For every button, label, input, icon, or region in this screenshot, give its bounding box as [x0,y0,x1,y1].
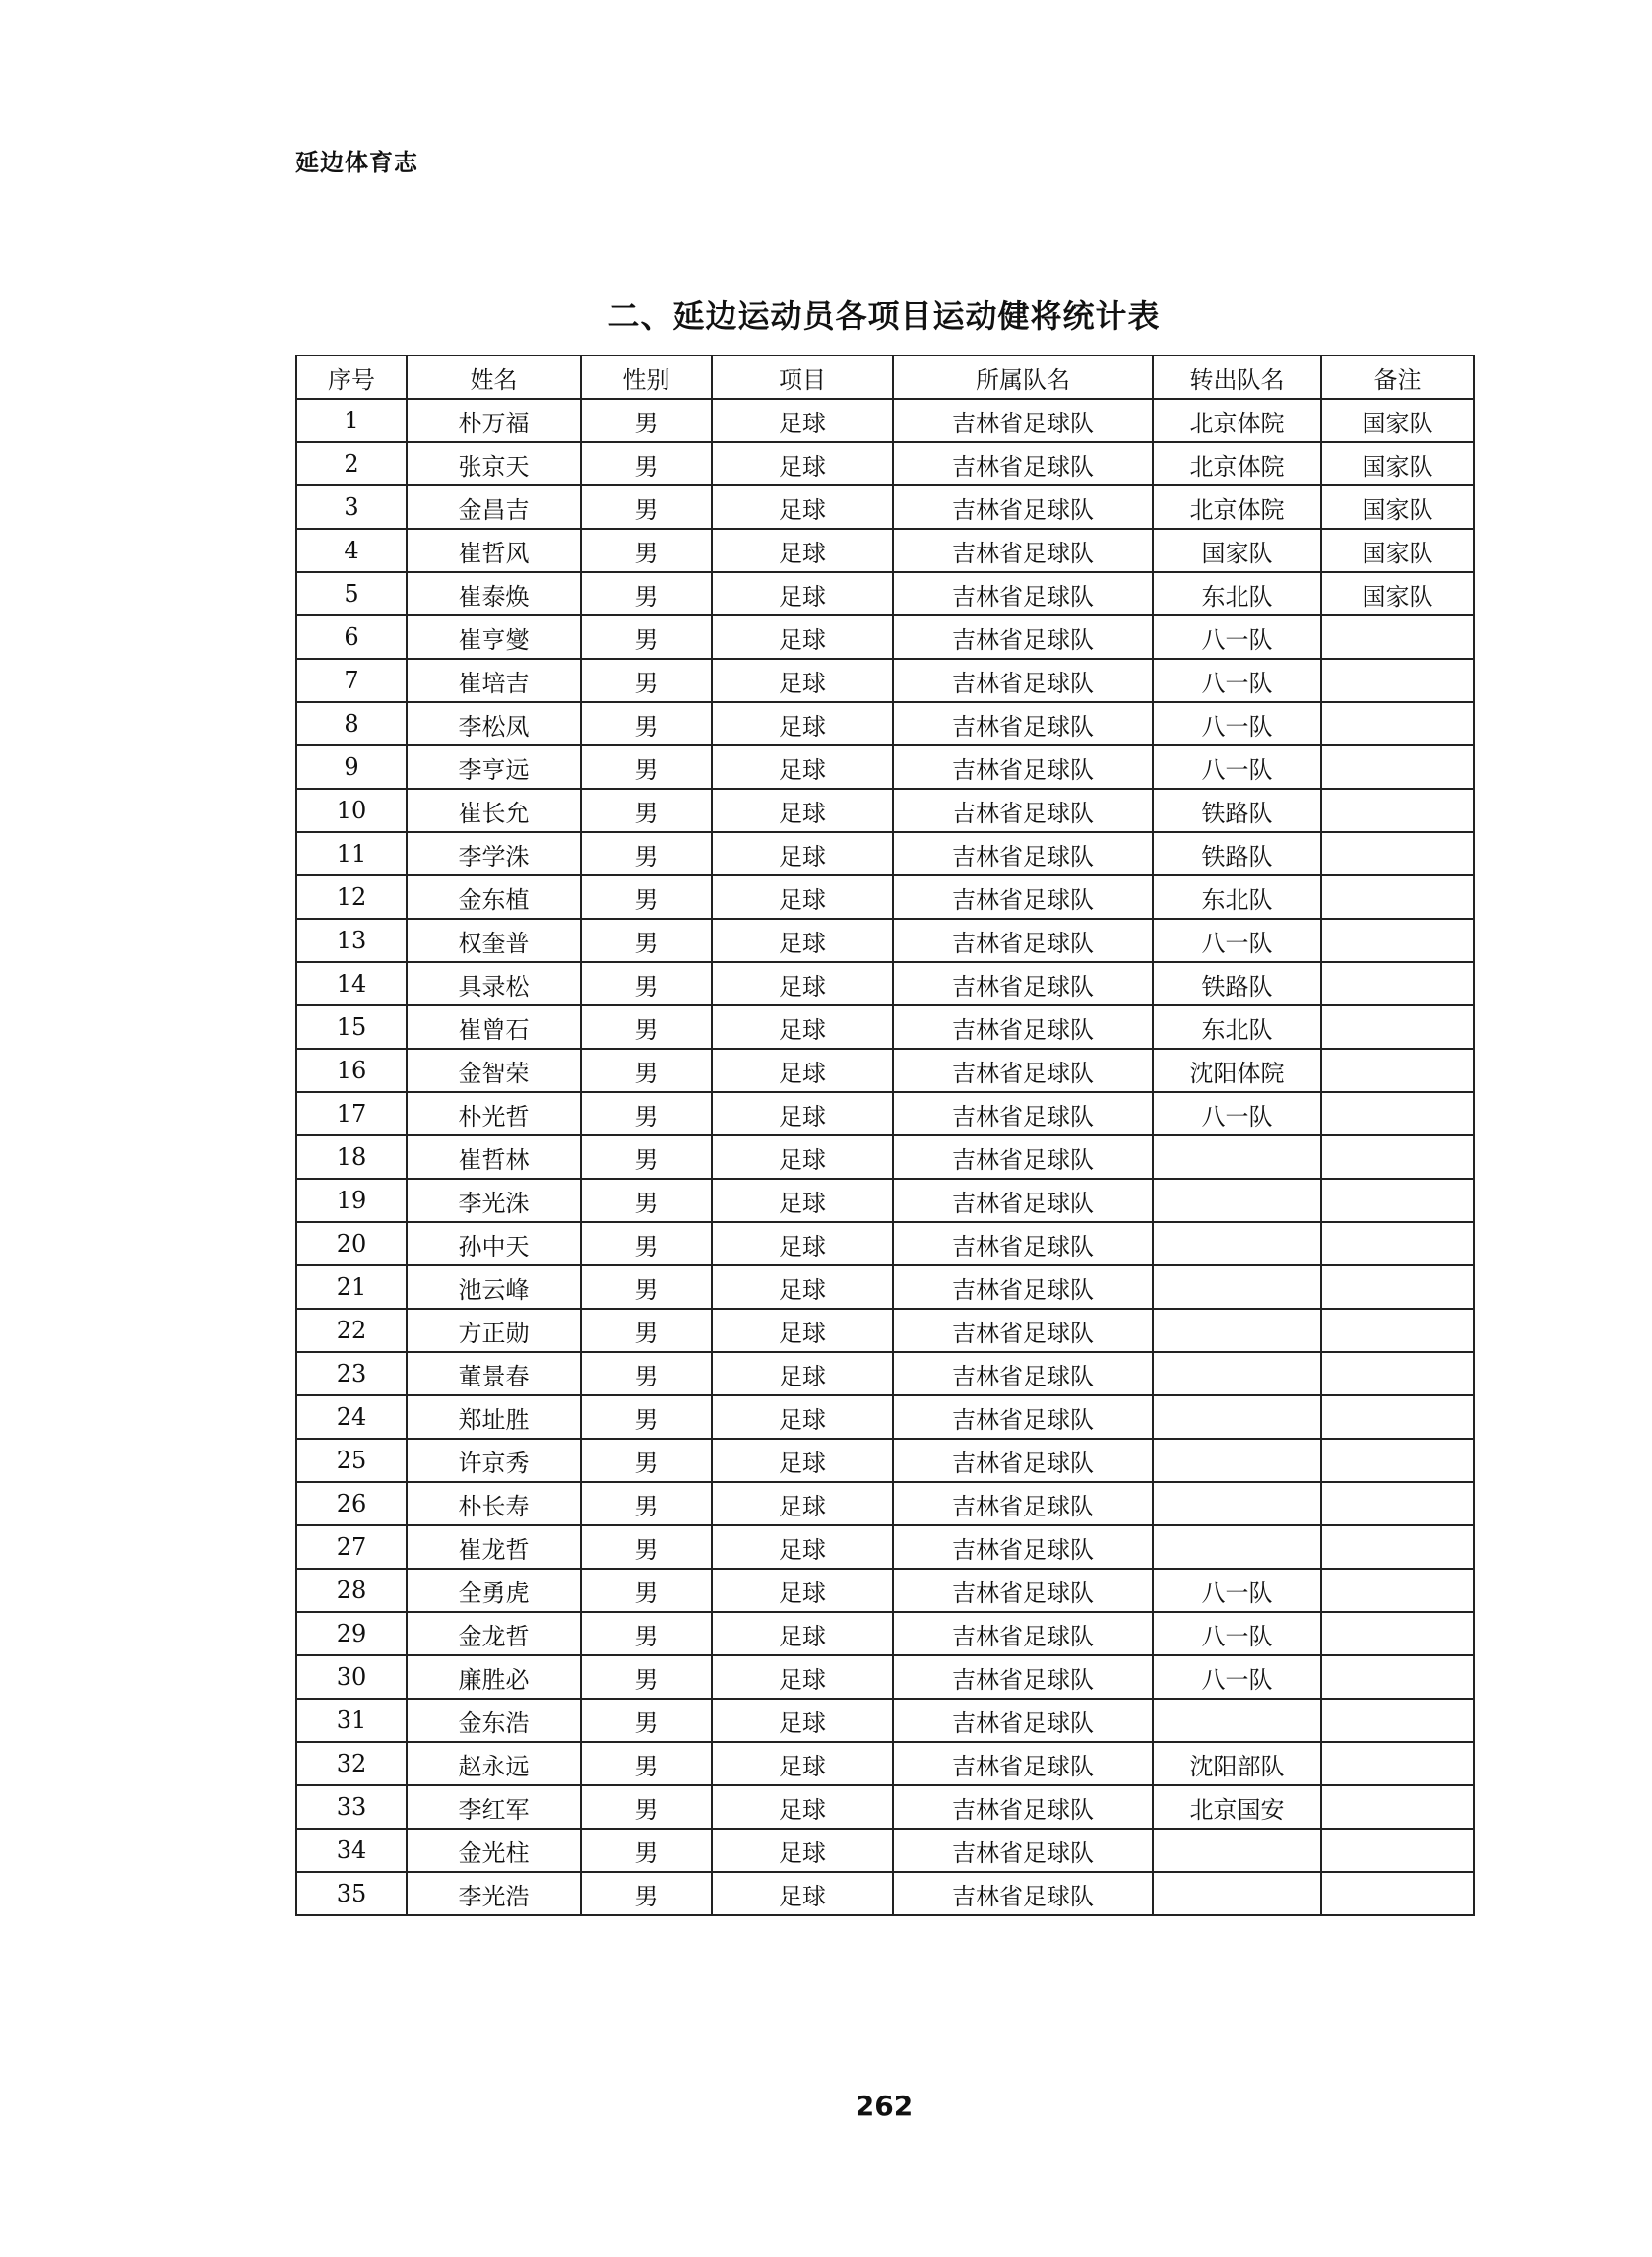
cell-name: 金龙哲 [407,1612,581,1655]
table-title: 二、延边运动员各项目运动健将统计表 [607,297,1161,335]
cell-name: 李松凤 [407,702,581,745]
cell-gender: 男 [581,919,712,962]
cell-gender: 男 [581,1699,712,1742]
cell-transfer-team: 铁路队 [1153,962,1321,1005]
cell-index: 17 [296,1092,407,1135]
cell-transfer-team [1153,1482,1321,1525]
cell-team: 吉林省足球队 [893,1222,1153,1265]
cell-gender: 男 [581,615,712,659]
cell-name: 金智荣 [407,1049,581,1092]
cell-team: 吉林省足球队 [893,832,1153,875]
cell-sport: 足球 [712,1872,893,1915]
cell-gender: 男 [581,1309,712,1352]
cell-transfer-team [1153,1525,1321,1569]
cell-sport: 足球 [712,1785,893,1829]
cell-sport: 足球 [712,529,893,572]
cell-remarks [1321,1309,1474,1352]
table-row [296,572,1474,615]
cell-remarks [1321,1785,1474,1829]
cell-name: 崔哲风 [407,529,581,572]
cell-transfer-team: 八一队 [1153,745,1321,789]
cell-transfer-team [1153,1265,1321,1309]
cell-remarks [1321,1569,1474,1612]
cell-index: 35 [296,1872,407,1915]
table-body [296,399,1474,1915]
cell-transfer-team: 铁路队 [1153,832,1321,875]
cell-remarks [1321,1655,1474,1699]
cell-gender: 男 [581,745,712,789]
cell-transfer-team: 铁路队 [1153,789,1321,832]
cell-transfer-team [1153,1439,1321,1482]
cell-sport: 足球 [712,1482,893,1525]
cell-name: 李亨远 [407,745,581,789]
table-row [296,1612,1474,1655]
cell-index: 14 [296,962,407,1005]
cell-index: 20 [296,1222,407,1265]
cell-remarks [1321,1222,1474,1265]
cell-name: 朴长寿 [407,1482,581,1525]
cell-index: 11 [296,832,407,875]
cell-gender: 男 [581,789,712,832]
cell-sport: 足球 [712,1612,893,1655]
table-row [296,1742,1474,1785]
cell-gender: 男 [581,442,712,485]
cell-name: 李学洙 [407,832,581,875]
cell-remarks [1321,1829,1474,1872]
cell-sport: 足球 [712,962,893,1005]
cell-gender: 男 [581,1092,712,1135]
cell-team: 吉林省足球队 [893,1092,1153,1135]
table-row [296,1352,1474,1395]
cell-sport: 足球 [712,789,893,832]
cell-team: 吉林省足球队 [893,1309,1153,1352]
cell-gender: 男 [581,1179,712,1222]
cell-name: 崔龙哲 [407,1525,581,1569]
cell-transfer-team: 北京体院 [1153,442,1321,485]
cell-name: 具录松 [407,962,581,1005]
cell-remarks: 国家队 [1321,529,1474,572]
cell-sport: 足球 [712,1309,893,1352]
cell-team: 吉林省足球队 [893,1829,1153,1872]
cell-team: 吉林省足球队 [893,399,1153,442]
cell-index: 22 [296,1309,407,1352]
cell-gender: 男 [581,1049,712,1092]
header-sport: 项目 [712,355,893,399]
cell-index: 16 [296,1049,407,1092]
cell-index: 7 [296,659,407,702]
cell-index: 8 [296,702,407,745]
cell-index: 10 [296,789,407,832]
cell-gender: 男 [581,485,712,529]
cell-sport: 足球 [712,832,893,875]
cell-sport: 足球 [712,1049,893,1092]
table-row [296,1049,1474,1092]
cell-transfer-team: 东北队 [1153,1005,1321,1049]
cell-remarks: 国家队 [1321,442,1474,485]
cell-gender: 男 [581,875,712,919]
cell-team: 吉林省足球队 [893,1699,1153,1742]
cell-team: 吉林省足球队 [893,1612,1153,1655]
cell-transfer-team [1153,1352,1321,1395]
cell-remarks [1321,1179,1474,1222]
cell-remarks [1321,1049,1474,1092]
cell-sport: 足球 [712,1395,893,1439]
cell-team: 吉林省足球队 [893,659,1153,702]
cell-team: 吉林省足球队 [893,875,1153,919]
cell-gender: 男 [581,702,712,745]
cell-team: 吉林省足球队 [893,1872,1153,1915]
cell-remarks [1321,1135,1474,1179]
table-row [296,1569,1474,1612]
cell-team: 吉林省足球队 [893,1655,1153,1699]
cell-gender: 男 [581,962,712,1005]
cell-sport: 足球 [712,919,893,962]
cell-name: 李红军 [407,1785,581,1829]
cell-team: 吉林省足球队 [893,615,1153,659]
cell-name: 孙中天 [407,1222,581,1265]
cell-name: 崔亨燮 [407,615,581,659]
cell-name: 崔哲林 [407,1135,581,1179]
cell-remarks [1321,1352,1474,1395]
table-row [296,1135,1474,1179]
cell-remarks: 国家队 [1321,485,1474,529]
cell-remarks [1321,1525,1474,1569]
cell-gender: 男 [581,1352,712,1395]
cell-index: 13 [296,919,407,962]
header-name: 姓名 [407,355,581,399]
cell-remarks [1321,745,1474,789]
cell-team: 吉林省足球队 [893,1265,1153,1309]
cell-remarks [1321,919,1474,962]
cell-sport: 足球 [712,399,893,442]
table-row [296,789,1474,832]
cell-gender: 男 [581,832,712,875]
cell-index: 1 [296,399,407,442]
table-row [296,745,1474,789]
cell-team: 吉林省足球队 [893,529,1153,572]
cell-transfer-team: 东北队 [1153,875,1321,919]
header-team: 所属队名 [893,355,1153,399]
cell-name: 李光洙 [407,1179,581,1222]
cell-gender: 男 [581,1742,712,1785]
table-row [296,962,1474,1005]
cell-index: 28 [296,1569,407,1612]
cell-name: 赵永远 [407,1742,581,1785]
cell-team: 吉林省足球队 [893,1352,1153,1395]
table-row [296,485,1474,529]
cell-sport: 足球 [712,442,893,485]
cell-transfer-team: 沈阳部队 [1153,1742,1321,1785]
cell-team: 吉林省足球队 [893,1005,1153,1049]
cell-gender: 男 [581,1655,712,1699]
table-row [296,1005,1474,1049]
cell-index: 12 [296,875,407,919]
table-header-row [296,355,1474,399]
cell-team: 吉林省足球队 [893,1135,1153,1179]
cell-transfer-team: 八一队 [1153,1092,1321,1135]
cell-remarks [1321,1742,1474,1785]
cell-sport: 足球 [712,875,893,919]
page-number: 262 [855,2090,914,2122]
cell-index: 27 [296,1525,407,1569]
cell-name: 池云峰 [407,1265,581,1309]
cell-team: 吉林省足球队 [893,1482,1153,1525]
cell-sport: 足球 [712,1525,893,1569]
table-row [296,1092,1474,1135]
table-row [296,1395,1474,1439]
header-remarks: 备注 [1321,355,1474,399]
table-row [296,1179,1474,1222]
table-row [296,1655,1474,1699]
cell-team: 吉林省足球队 [893,1569,1153,1612]
cell-gender: 男 [581,1395,712,1439]
cell-sport: 足球 [712,1439,893,1482]
cell-transfer-team [1153,1222,1321,1265]
cell-index: 4 [296,529,407,572]
cell-team: 吉林省足球队 [893,702,1153,745]
cell-transfer-team: 北京体院 [1153,485,1321,529]
cell-sport: 足球 [712,1352,893,1395]
cell-team: 吉林省足球队 [893,1439,1153,1482]
cell-index: 6 [296,615,407,659]
cell-gender: 男 [581,1265,712,1309]
cell-team: 吉林省足球队 [893,919,1153,962]
cell-team: 吉林省足球队 [893,572,1153,615]
cell-name: 朴光哲 [407,1092,581,1135]
cell-sport: 足球 [712,1742,893,1785]
cell-team: 吉林省足球队 [893,442,1153,485]
cell-gender: 男 [581,1569,712,1612]
cell-remarks: 国家队 [1321,572,1474,615]
cell-remarks [1321,1265,1474,1309]
cell-transfer-team: 八一队 [1153,1612,1321,1655]
cell-index: 30 [296,1655,407,1699]
cell-gender: 男 [581,1222,712,1265]
cell-transfer-team: 八一队 [1153,615,1321,659]
cell-transfer-team [1153,1699,1321,1742]
cell-transfer-team: 北京体院 [1153,399,1321,442]
cell-remarks [1321,1439,1474,1482]
cell-remarks [1321,1395,1474,1439]
table-row [296,832,1474,875]
table-row [296,615,1474,659]
cell-transfer-team: 北京国安 [1153,1785,1321,1829]
cell-index: 34 [296,1829,407,1872]
cell-transfer-team [1153,1309,1321,1352]
cell-name: 崔泰焕 [407,572,581,615]
cell-sport: 足球 [712,1179,893,1222]
cell-transfer-team [1153,1179,1321,1222]
cell-sport: 足球 [712,1005,893,1049]
cell-sport: 足球 [712,1092,893,1135]
cell-index: 29 [296,1612,407,1655]
table-row [296,919,1474,962]
cell-sport: 足球 [712,659,893,702]
cell-sport: 足球 [712,1699,893,1742]
cell-gender: 男 [581,399,712,442]
cell-index: 33 [296,1785,407,1829]
cell-name: 张京天 [407,442,581,485]
table-row [296,1482,1474,1525]
cell-sport: 足球 [712,485,893,529]
cell-name: 金光柱 [407,1829,581,1872]
cell-gender: 男 [581,659,712,702]
cell-name: 许京秀 [407,1439,581,1482]
table-row [296,1222,1474,1265]
cell-transfer-team: 国家队 [1153,529,1321,572]
cell-name: 郑址胜 [407,1395,581,1439]
cell-transfer-team: 东北队 [1153,572,1321,615]
cell-transfer-team: 八一队 [1153,1569,1321,1612]
cell-sport: 足球 [712,1135,893,1179]
cell-transfer-team [1153,1395,1321,1439]
cell-team: 吉林省足球队 [893,1179,1153,1222]
cell-index: 26 [296,1482,407,1525]
cell-gender: 男 [581,572,712,615]
cell-gender: 男 [581,1872,712,1915]
cell-remarks [1321,615,1474,659]
cell-gender: 男 [581,529,712,572]
cell-team: 吉林省足球队 [893,789,1153,832]
cell-name: 崔曾石 [407,1005,581,1049]
cell-remarks [1321,1092,1474,1135]
cell-gender: 男 [581,1612,712,1655]
table-row [296,1829,1474,1872]
header-gender: 性别 [581,355,712,399]
cell-sport: 足球 [712,1222,893,1265]
cell-name: 廉胜必 [407,1655,581,1699]
cell-index: 2 [296,442,407,485]
cell-sport: 足球 [712,572,893,615]
cell-remarks [1321,1612,1474,1655]
cell-remarks [1321,962,1474,1005]
cell-index: 21 [296,1265,407,1309]
running-head: 延边体育志 [295,149,418,176]
cell-team: 吉林省足球队 [893,1525,1153,1569]
cell-gender: 男 [581,1135,712,1179]
table-row [296,1439,1474,1482]
cell-name: 崔培吉 [407,659,581,702]
cell-remarks [1321,1482,1474,1525]
cell-index: 18 [296,1135,407,1179]
athlete-stats-table [295,355,1475,1916]
cell-index: 3 [296,485,407,529]
cell-team: 吉林省足球队 [893,962,1153,1005]
cell-index: 23 [296,1352,407,1395]
table-row [296,1265,1474,1309]
cell-gender: 男 [581,1829,712,1872]
table-row [296,875,1474,919]
cell-remarks [1321,702,1474,745]
cell-remarks [1321,659,1474,702]
cell-index: 31 [296,1699,407,1742]
table-row [296,1525,1474,1569]
cell-index: 32 [296,1742,407,1785]
cell-name: 朴万福 [407,399,581,442]
cell-remarks: 国家队 [1321,399,1474,442]
cell-gender: 男 [581,1482,712,1525]
cell-name: 金昌吉 [407,485,581,529]
cell-team: 吉林省足球队 [893,1785,1153,1829]
table-row [296,702,1474,745]
cell-name: 李光浩 [407,1872,581,1915]
table-row [296,1309,1474,1352]
cell-team: 吉林省足球队 [893,1742,1153,1785]
table-row [296,442,1474,485]
table-row [296,529,1474,572]
cell-remarks [1321,832,1474,875]
header-transfer-team: 转出队名 [1153,355,1321,399]
cell-sport: 足球 [712,615,893,659]
cell-index: 25 [296,1439,407,1482]
cell-remarks [1321,789,1474,832]
table-row [296,399,1474,442]
cell-transfer-team: 八一队 [1153,659,1321,702]
cell-sport: 足球 [712,1829,893,1872]
cell-sport: 足球 [712,702,893,745]
table-row [296,1872,1474,1915]
cell-gender: 男 [581,1525,712,1569]
table-row [296,1699,1474,1742]
cell-index: 15 [296,1005,407,1049]
cell-remarks [1321,875,1474,919]
cell-name: 金东植 [407,875,581,919]
cell-sport: 足球 [712,745,893,789]
cell-transfer-team [1153,1829,1321,1872]
cell-gender: 男 [581,1005,712,1049]
cell-transfer-team: 沈阳体院 [1153,1049,1321,1092]
cell-name: 方正勋 [407,1309,581,1352]
cell-transfer-team: 八一队 [1153,1655,1321,1699]
cell-index: 24 [296,1395,407,1439]
table-row [296,1785,1474,1829]
cell-index: 5 [296,572,407,615]
cell-team: 吉林省足球队 [893,485,1153,529]
header-index: 序号 [296,355,407,399]
cell-gender: 男 [581,1439,712,1482]
cell-sport: 足球 [712,1655,893,1699]
cell-index: 19 [296,1179,407,1222]
cell-sport: 足球 [712,1265,893,1309]
cell-team: 吉林省足球队 [893,745,1153,789]
cell-team: 吉林省足球队 [893,1395,1153,1439]
cell-gender: 男 [581,1785,712,1829]
cell-name: 全勇虎 [407,1569,581,1612]
cell-transfer-team [1153,1135,1321,1179]
cell-name: 董景春 [407,1352,581,1395]
cell-remarks [1321,1699,1474,1742]
cell-name: 崔长允 [407,789,581,832]
cell-index: 9 [296,745,407,789]
cell-name: 金东浩 [407,1699,581,1742]
cell-sport: 足球 [712,1569,893,1612]
cell-remarks [1321,1872,1474,1915]
cell-transfer-team [1153,1872,1321,1915]
cell-remarks [1321,1005,1474,1049]
table-row [296,659,1474,702]
cell-name: 权奎普 [407,919,581,962]
cell-transfer-team: 八一队 [1153,919,1321,962]
cell-transfer-team: 八一队 [1153,702,1321,745]
cell-team: 吉林省足球队 [893,1049,1153,1092]
